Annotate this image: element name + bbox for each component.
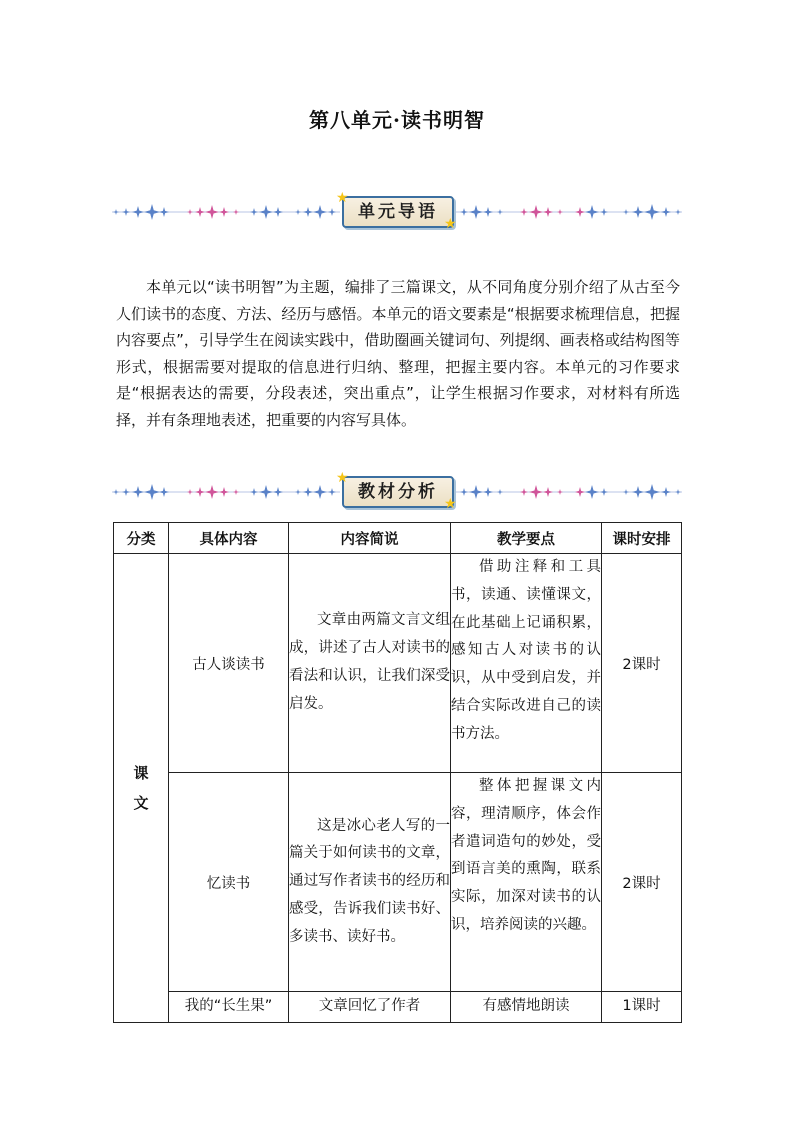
sparkle-icon <box>187 209 193 215</box>
sparkle-icon <box>159 207 169 217</box>
sparkle-icon <box>205 205 219 219</box>
sparkle-icon <box>644 484 660 500</box>
sparkle-icon <box>575 487 585 497</box>
sparkle-icon <box>529 205 543 219</box>
sparkle-icon <box>623 209 629 215</box>
section-label-intro: 单元导语 <box>342 196 454 228</box>
section-label-analysis: 教材分析 <box>342 476 454 508</box>
sparkle-icon <box>529 485 543 499</box>
sparkle-icon <box>675 209 681 215</box>
star-icon: ★ <box>336 470 349 486</box>
sparkle-icon <box>644 204 660 220</box>
sparkle-icon <box>259 205 273 219</box>
sparkle-icon <box>600 208 608 216</box>
section-divider-intro <box>112 190 682 234</box>
sparkle-icon <box>303 487 313 497</box>
content-cell: 我的“长生果” <box>169 992 289 1023</box>
table-row <box>114 554 682 773</box>
sparkle-icon <box>113 209 119 215</box>
sparkle-icon <box>543 487 553 497</box>
sparkle-icon <box>661 207 671 217</box>
points-cell: 整体把握课文内容，理清顺序，体会作者遣词造句的妙处，受到语言美的熏陶，联系实际，加深对读书的认识，培养阅读的兴趣。 <box>451 773 602 992</box>
sparkle-icon <box>585 485 599 499</box>
sparkle-icon <box>233 209 239 215</box>
table-row <box>114 773 682 992</box>
sparkle-icon <box>273 487 283 497</box>
sparkle-icon <box>460 488 468 496</box>
sparkle-icon <box>469 205 483 219</box>
sparkle-icon <box>575 207 585 217</box>
sparkle-icon <box>295 209 301 215</box>
sparkle-icon <box>219 207 229 217</box>
sparkle-icon <box>497 209 503 215</box>
sparkle-icon <box>205 485 219 499</box>
sparkle-icon <box>661 487 671 497</box>
sparkle-icon <box>159 487 169 497</box>
sparkle-icon <box>585 205 599 219</box>
header-summary: 内容简说 <box>289 523 451 554</box>
table-header-row <box>114 523 682 554</box>
sparkle-icon <box>497 489 503 495</box>
sparkle-icon <box>273 207 283 217</box>
sparkle-icon <box>520 488 528 496</box>
sparkle-icon <box>144 204 160 220</box>
sparkle-icon <box>144 484 160 500</box>
header-hours: 课时安排 <box>602 523 682 554</box>
sparkle-icon <box>623 489 629 495</box>
sparkle-icon <box>313 205 327 219</box>
table-row <box>114 992 682 1023</box>
sparkle-icon <box>600 488 608 496</box>
hours-cell: 2课时 <box>602 773 682 992</box>
header-points: 教学要点 <box>451 523 602 554</box>
points-cell: 有感情地朗读 <box>451 992 602 1023</box>
header-category: 分类 <box>114 523 169 554</box>
sparkle-icon <box>469 485 483 499</box>
sparkle-icon <box>233 489 239 495</box>
star-icon: ★ <box>444 216 457 232</box>
sparkle-icon <box>132 486 144 498</box>
content-cell: 古人谈读书 <box>169 554 289 773</box>
unit-intro-paragraph: 本单元以“读书明智”为主题，编排了三篇课文，从不同角度分别介绍了从古至今人们读书的态度、方法、经历与感悟。本单元的语文要素是“根据要求梳理信息，把握内容要点”，引导学生在阅读实践中，借助圈画关键词句、列提纲、画表格或结构图等形式，根据需要对提取的信息进行归纳、整理，把握主要内容。本单元的习作要求是“根据表达的需要，分段表述，突出重点”，让学生根据习作要求，对材料有所选择，并有条理地表述，把重要的内容写具体。 <box>116 278 680 429</box>
sparkle-icon <box>483 487 493 497</box>
points-cell: 借助注释和工具书，读通、读懂课文，在此基础上记诵积累，感知古人对读书的认识，从中受到启发，并结合实际改进自己的读书方法。 <box>451 554 602 773</box>
sparkle-icon <box>328 208 336 216</box>
sparkle-icon <box>557 489 563 495</box>
section-divider-analysis <box>112 470 682 514</box>
summary-cell: 文章回忆了作者 <box>289 992 451 1023</box>
analysis-table <box>113 522 682 1023</box>
header-content: 具体内容 <box>169 523 289 554</box>
sparkle-icon <box>328 488 336 496</box>
sparkle-icon <box>132 206 144 218</box>
sparkle-icon <box>195 207 205 217</box>
hours-cell: 2课时 <box>602 554 682 773</box>
sparkle-icon <box>295 489 301 495</box>
sparkle-icon <box>303 207 313 217</box>
sparkle-icon <box>460 208 468 216</box>
sparkle-icon <box>113 489 119 495</box>
sparkle-icon <box>675 489 681 495</box>
sparkle-icon <box>250 488 258 496</box>
sparkle-icon <box>187 489 193 495</box>
sparkle-icon <box>122 208 130 216</box>
sparkle-icon <box>195 487 205 497</box>
star-icon: ★ <box>336 190 349 206</box>
page-title: 第八单元·读书明智 <box>309 108 485 132</box>
category-label: 课文 <box>133 764 149 812</box>
sparkle-icon <box>632 206 644 218</box>
star-icon: ★ <box>444 496 457 512</box>
sparkle-icon <box>520 208 528 216</box>
sparkle-icon <box>557 209 563 215</box>
sparkle-icon <box>122 488 130 496</box>
summary-cell: 文章由两篇文言文组成，讲述了古人对读书的看法和认识，让我们深受启发。 <box>289 554 451 773</box>
sparkle-icon <box>543 207 553 217</box>
sparkle-icon <box>250 208 258 216</box>
sparkle-icon <box>259 485 273 499</box>
content-cell: 忆读书 <box>169 773 289 992</box>
sparkle-icon <box>632 486 644 498</box>
category-cell <box>114 554 169 1023</box>
sparkle-icon <box>483 207 493 217</box>
sparkle-icon <box>219 487 229 497</box>
summary-cell: 这是冰心老人写的一篇关于如何读书的文章，通过写作者读书的经历和感受，告诉我们读书好、多读书、读好书。 <box>289 773 451 992</box>
hours-cell: 1课时 <box>602 992 682 1023</box>
sparkle-icon <box>313 485 327 499</box>
